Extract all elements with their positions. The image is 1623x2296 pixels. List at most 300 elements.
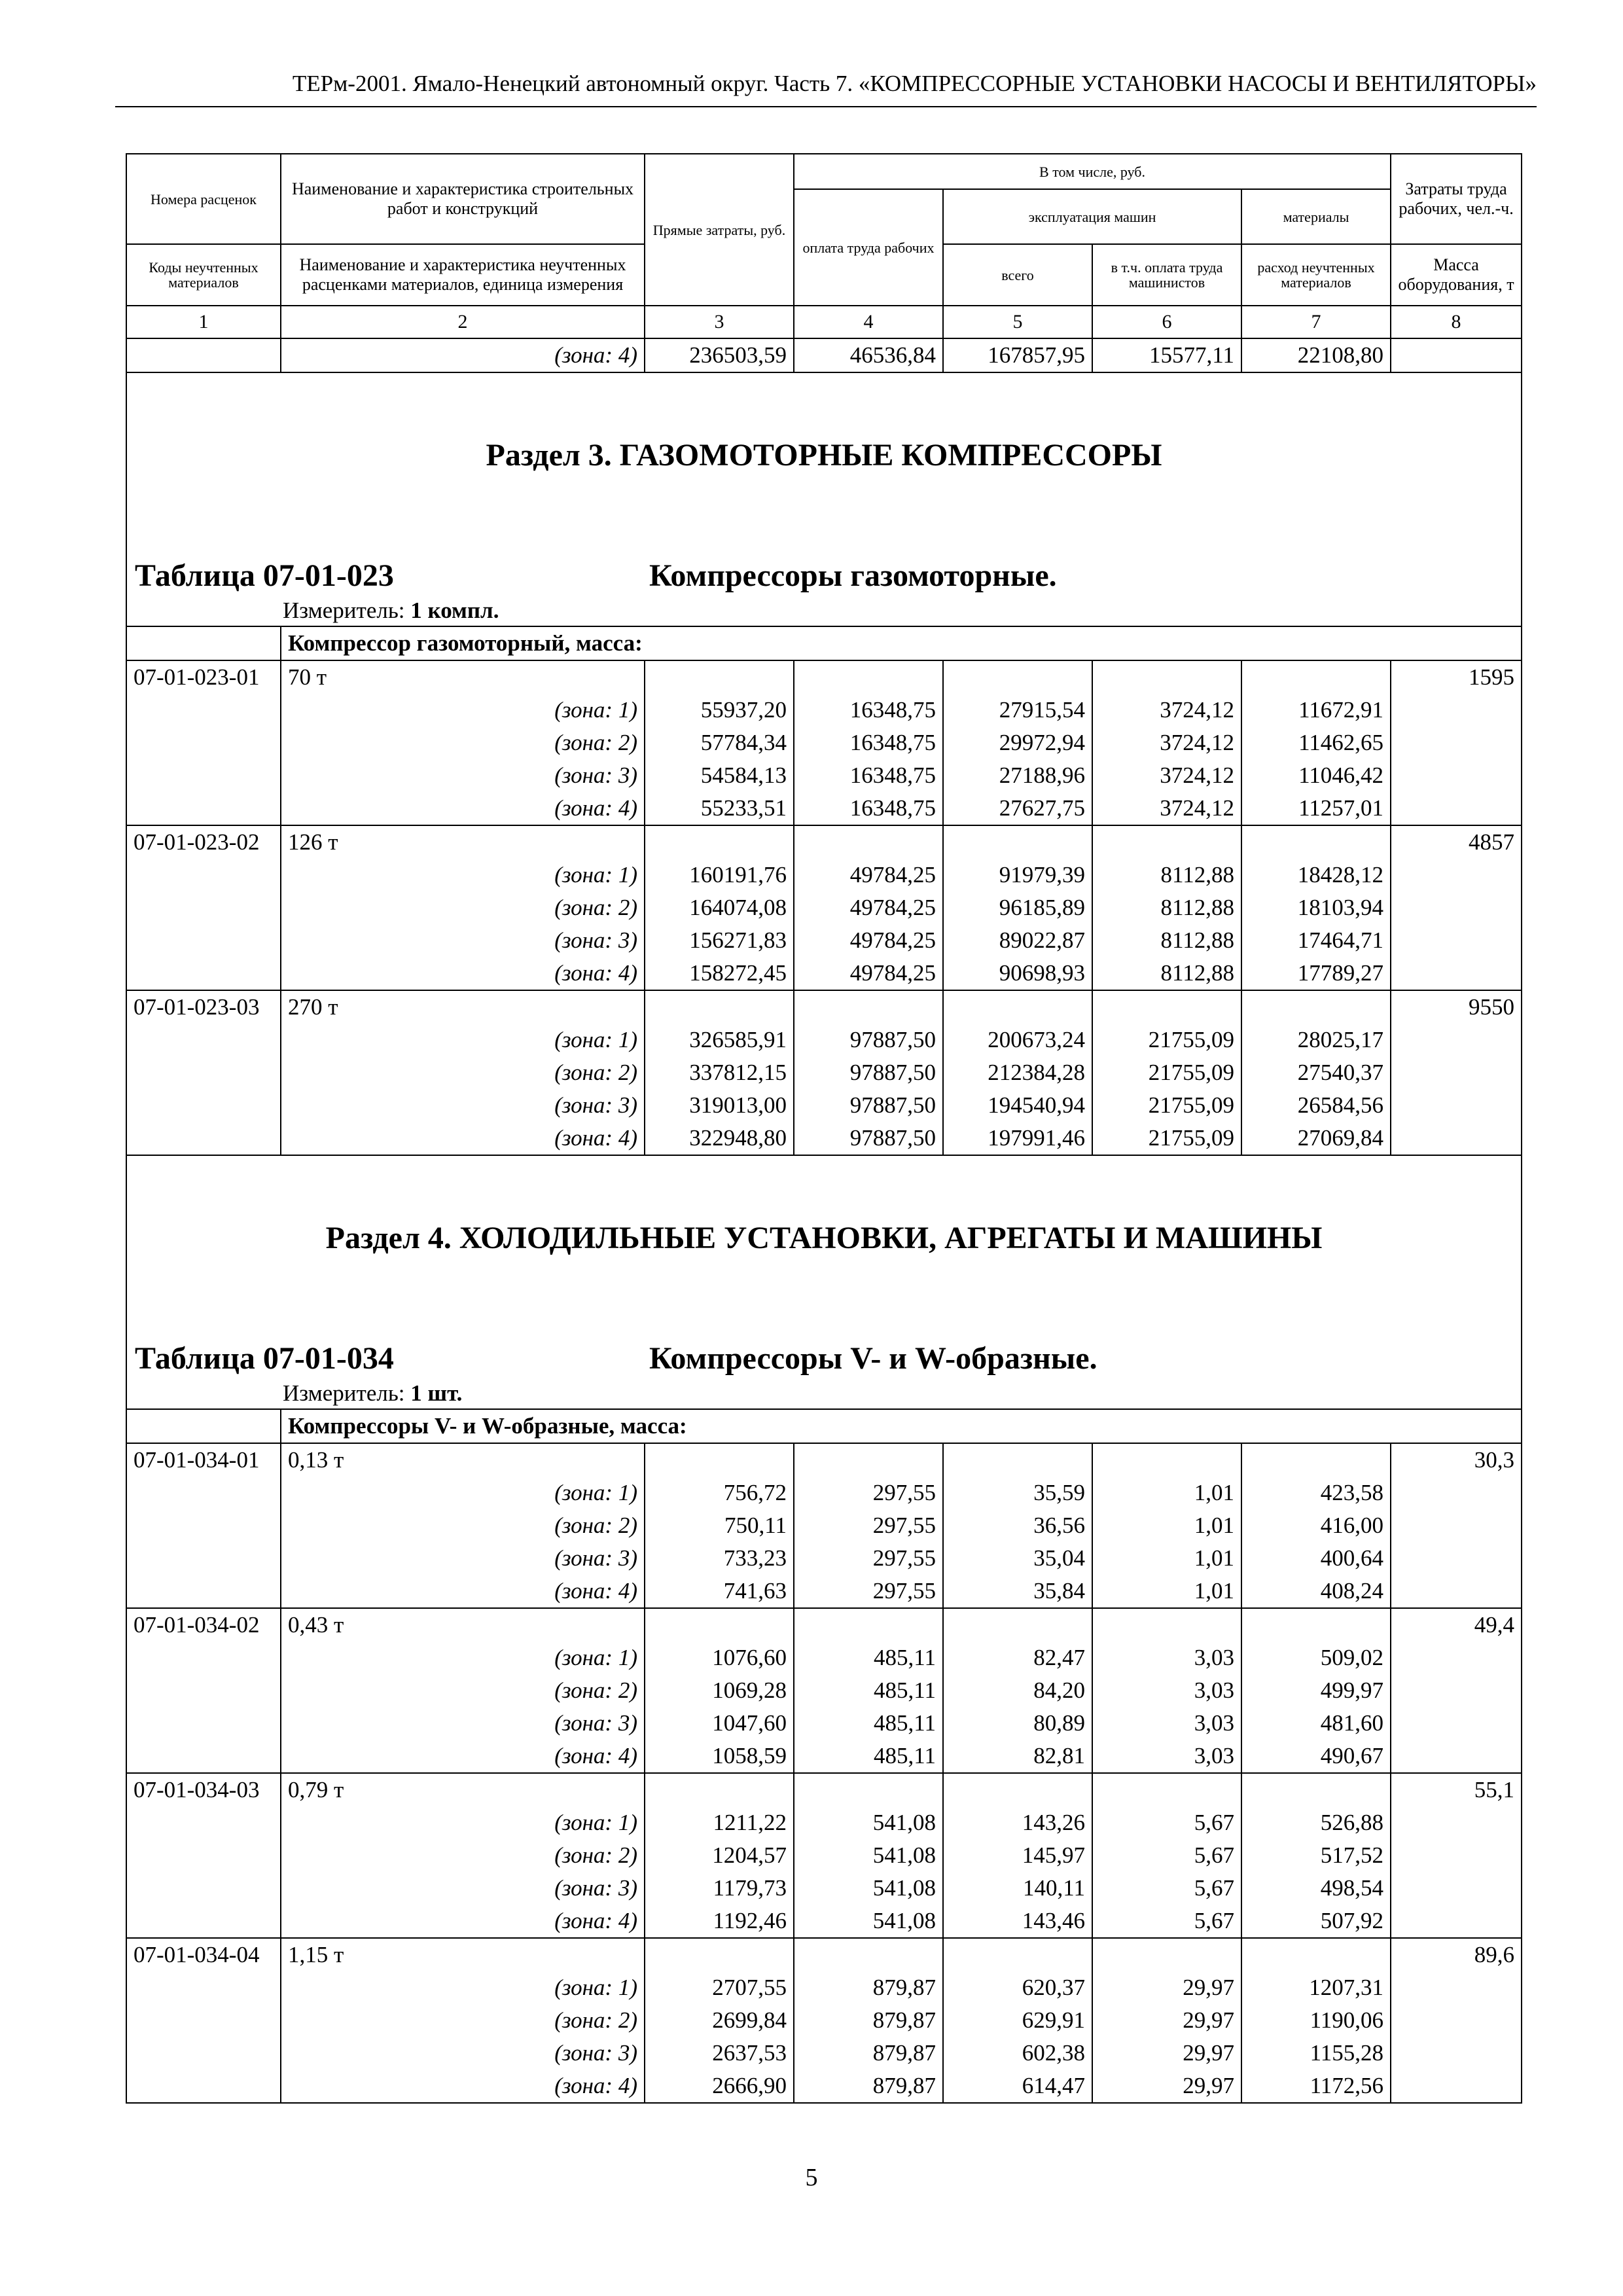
value-cell: 55937,20 — [645, 694, 794, 726]
value-cell: 36,56 — [943, 1509, 1092, 1542]
value-cell: 8112,88 — [1092, 859, 1241, 891]
zone-label: (зона: 1) — [281, 1971, 645, 2004]
value-cell: 49784,25 — [794, 957, 943, 990]
code-cell — [126, 957, 281, 990]
mass-cell — [1391, 1122, 1522, 1155]
empty-cell — [943, 1938, 1092, 1971]
empty-cell — [794, 660, 943, 694]
code-cell — [126, 2070, 281, 2103]
zone-label: (зона: 3) — [281, 1089, 645, 1122]
zone-label: (зона: 3) — [281, 759, 645, 792]
rate-code: 07-01-023-01 — [126, 660, 281, 694]
page-number: 5 — [805, 2164, 818, 2191]
value-cell: 541,08 — [794, 1905, 943, 1938]
value-cell: 18103,94 — [1241, 891, 1391, 924]
table-title — [127, 556, 1521, 596]
value-cell: 11462,65 — [1241, 726, 1391, 759]
mass-cell — [1391, 792, 1522, 825]
value-cell: 1,01 — [1092, 1575, 1241, 1608]
mass-cell — [1391, 1024, 1522, 1056]
col-equipment-mass: Масса оборудования, т — [1391, 244, 1522, 306]
mass-cell — [1391, 759, 1522, 792]
zone-label: (зона: 4) — [281, 1575, 645, 1608]
rate-code: 07-01-034-02 — [126, 1608, 281, 1641]
zone-label: (зона: 2) — [281, 726, 645, 759]
code-cell — [126, 1740, 281, 1773]
zone-label: (зона: 1) — [281, 1806, 645, 1839]
value-cell: 156271,83 — [645, 924, 794, 957]
value-cell: 400,64 — [1241, 1542, 1391, 1575]
value-cell: 1058,59 — [645, 1740, 794, 1773]
value-cell: 1211,22 — [645, 1806, 794, 1839]
value-cell: 485,11 — [794, 1641, 943, 1674]
header-row-1 — [126, 154, 1522, 189]
mass-cell — [1391, 1089, 1522, 1122]
value-cell: 140,11 — [943, 1872, 1092, 1905]
col-number: 6 — [1092, 306, 1241, 338]
value-cell: 319013,00 — [645, 1089, 794, 1122]
rate-code: 07-01-023-03 — [126, 990, 281, 1024]
zone-label: (зона: 4) — [281, 2070, 645, 2103]
carryover-row — [126, 338, 1522, 372]
value-cell: 2637,53 — [645, 2037, 794, 2070]
empty-cell — [943, 1608, 1092, 1641]
zone-row — [126, 2037, 1522, 2070]
equipment-mass: 89,6 — [1391, 1938, 1522, 1971]
value-cell: 3,03 — [1092, 1674, 1241, 1707]
mass-cell — [1391, 1872, 1522, 1905]
value-cell: 29,97 — [1092, 2037, 1241, 2070]
value-cell: 879,87 — [794, 2037, 943, 2070]
zone-label: (зона: 3) — [281, 1542, 645, 1575]
table-name: Компрессоры газомоторные. — [649, 558, 1057, 593]
zone-row — [126, 1872, 1522, 1905]
mass-cell — [1391, 1477, 1522, 1509]
value-cell: 517,52 — [1241, 1839, 1391, 1872]
zone-label: (зона: 2) — [281, 891, 645, 924]
zone-row — [126, 891, 1522, 924]
value-cell: 49784,25 — [794, 924, 943, 957]
rate-row — [126, 1608, 1522, 1641]
col-materials: материалы — [1241, 189, 1391, 244]
empty-cell — [794, 1938, 943, 1971]
table-number: Таблица 07-01-034 — [135, 1341, 394, 1376]
value-cell: 194540,94 — [943, 1089, 1092, 1122]
value-cell: 143,26 — [943, 1806, 1092, 1839]
code-cell — [126, 2004, 281, 2037]
value-cell: 18428,12 — [1241, 859, 1391, 891]
code-cell — [126, 792, 281, 825]
zone-row — [126, 1707, 1522, 1740]
equipment-mass: 55,1 — [1391, 1773, 1522, 1806]
rate-row — [126, 1938, 1522, 1971]
value-cell: 35,59 — [943, 1477, 1092, 1509]
mass-cell — [1391, 1839, 1522, 1872]
value-cell: 15577,11 — [1092, 338, 1241, 372]
col-machine-total: всего — [943, 244, 1092, 306]
empty-cell — [1092, 990, 1241, 1024]
value-cell: 490,67 — [1241, 1740, 1391, 1773]
zone-label: (зона: 3) — [281, 1872, 645, 1905]
value-cell: 620,37 — [943, 1971, 1092, 2004]
value-cell: 8112,88 — [1092, 957, 1241, 990]
value-cell: 322948,80 — [645, 1122, 794, 1155]
zone-row — [126, 694, 1522, 726]
code-cell — [126, 1905, 281, 1938]
mass-cell — [1391, 1056, 1522, 1089]
zone-row — [126, 1905, 1522, 1938]
zone-label: (зона: 2) — [281, 1056, 645, 1089]
equipment-mass: 49,4 — [1391, 1608, 1522, 1641]
empty-cell — [943, 825, 1092, 859]
value-cell: 160191,76 — [645, 859, 794, 891]
zone-row — [126, 1674, 1522, 1707]
code-cell — [126, 1024, 281, 1056]
value-cell: 1192,46 — [645, 1905, 794, 1938]
value-cell: 46536,84 — [794, 338, 943, 372]
mass-cell — [1391, 891, 1522, 924]
empty-cell — [1092, 1608, 1241, 1641]
mass-cell — [1391, 2037, 1522, 2070]
empty-cell — [1241, 1608, 1391, 1641]
value-cell: 1155,28 — [1241, 2037, 1391, 2070]
value-cell: 57784,34 — [645, 726, 794, 759]
value-cell: 8112,88 — [1092, 891, 1241, 924]
mass-cell — [1391, 1806, 1522, 1839]
rate-name: 126 т — [281, 825, 645, 859]
mass-cell — [1391, 1542, 1522, 1575]
value-cell: 408,24 — [1241, 1575, 1391, 1608]
empty-cell — [794, 1443, 943, 1477]
empty-cell — [794, 990, 943, 1024]
zone-row — [126, 859, 1522, 891]
empty-cell — [1092, 1773, 1241, 1806]
value-cell: 5,67 — [1092, 1905, 1241, 1938]
section-cell — [126, 372, 1522, 626]
value-cell: 1207,31 — [1241, 1971, 1391, 2004]
rate-code: 07-01-034-03 — [126, 1773, 281, 1806]
zone-label: (зона: 2) — [281, 1674, 645, 1707]
value-cell: 21755,09 — [1092, 1056, 1241, 1089]
value-cell: 143,46 — [943, 1905, 1092, 1938]
value-cell: 89022,87 — [943, 924, 1092, 957]
rate-name: 1,15 т — [281, 1938, 645, 1971]
mass-cell — [1391, 1575, 1522, 1608]
value-cell: 91979,39 — [943, 859, 1092, 891]
col-materials-unaccounted: расход неучтенных материалов — [1241, 244, 1391, 306]
zone-row — [126, 1024, 1522, 1056]
header-rule — [115, 106, 1537, 107]
code-cell — [126, 924, 281, 957]
mass-cell — [1391, 2004, 1522, 2037]
empty-cell — [1092, 1443, 1241, 1477]
value-cell: 97887,50 — [794, 1089, 943, 1122]
rates-table — [126, 153, 1522, 2104]
empty-cell — [794, 1773, 943, 1806]
value-cell: 297,55 — [794, 1477, 943, 1509]
empty-cell — [1092, 1938, 1241, 1971]
mass-cell — [1391, 694, 1522, 726]
value-cell: 29972,94 — [943, 726, 1092, 759]
code-cell — [126, 694, 281, 726]
rate-code: 07-01-034-04 — [126, 1938, 281, 1971]
rate-row — [126, 825, 1522, 859]
zone-row — [126, 1477, 1522, 1509]
value-cell: 164074,08 — [645, 891, 794, 924]
value-cell: 3724,12 — [1092, 759, 1241, 792]
empty-cell — [645, 1773, 794, 1806]
empty-cell — [1241, 1443, 1391, 1477]
value-cell: 97887,50 — [794, 1056, 943, 1089]
value-cell: 16348,75 — [794, 726, 943, 759]
zone-label: (зона: 4) — [281, 1122, 645, 1155]
column-numbers-row — [126, 306, 1522, 338]
value-cell: 1069,28 — [645, 1674, 794, 1707]
code-cell — [126, 1089, 281, 1122]
code-cell — [126, 891, 281, 924]
empty-cell — [645, 1938, 794, 1971]
value-cell: 481,60 — [1241, 1707, 1391, 1740]
table-number: Таблица 07-01-023 — [135, 558, 394, 593]
value-cell: 1179,73 — [645, 1872, 794, 1905]
mass-cell — [1391, 1707, 1522, 1740]
mass-cell — [1391, 1641, 1522, 1674]
col-labor-pay: оплата труда рабочих — [794, 189, 943, 306]
col-number: 1 — [126, 306, 281, 338]
code-cell — [126, 1971, 281, 2004]
value-cell: 90698,93 — [943, 957, 1092, 990]
value-cell: 27627,75 — [943, 792, 1092, 825]
code-cell — [126, 759, 281, 792]
rate-row — [126, 990, 1522, 1024]
zone-row — [126, 1089, 1522, 1122]
value-cell: 1172,56 — [1241, 2070, 1391, 2103]
value-cell: 614,47 — [943, 2070, 1092, 2103]
empty-cell — [645, 1443, 794, 1477]
rate-row — [126, 660, 1522, 694]
zone-row — [126, 1740, 1522, 1773]
mass-cell — [1391, 1971, 1522, 2004]
zone-row — [126, 2070, 1522, 2103]
code-cell — [126, 1509, 281, 1542]
rate-code: 07-01-023-02 — [126, 825, 281, 859]
empty-cell — [943, 660, 1092, 694]
value-cell: 200673,24 — [943, 1024, 1092, 1056]
value-cell: 212384,28 — [943, 1056, 1092, 1089]
group-row — [126, 1409, 1522, 1443]
value-cell: 21755,09 — [1092, 1122, 1241, 1155]
group-row — [126, 626, 1522, 660]
code-cell — [126, 2037, 281, 2070]
value-cell: 11672,91 — [1241, 694, 1391, 726]
value-cell: 27540,37 — [1241, 1056, 1391, 1089]
section-block — [126, 372, 1522, 626]
zone-label: (зона: 4) — [281, 338, 645, 372]
measure-line — [127, 596, 1521, 626]
zone-label: (зона: 2) — [281, 1509, 645, 1542]
mass-cell — [1391, 2070, 1522, 2103]
zone-label: (зона: 1) — [281, 694, 645, 726]
rate-name: 70 т — [281, 660, 645, 694]
zone-label: (зона: 3) — [281, 1707, 645, 1740]
col-number: 7 — [1241, 306, 1391, 338]
table-body — [126, 154, 1522, 2103]
mass-cell — [1391, 1509, 1522, 1542]
measure-value: 1 компл. — [410, 598, 499, 623]
group-label: Компрессоры V- и W-образные, масса: — [281, 1409, 1522, 1443]
mass-cell — [1391, 859, 1522, 891]
empty-cell — [645, 990, 794, 1024]
value-cell: 423,58 — [1241, 1477, 1391, 1509]
table-name: Компрессоры V- и W-образные. — [649, 1341, 1097, 1376]
col-direct-costs: Прямые затраты, руб. — [645, 154, 794, 306]
code-cell — [126, 1575, 281, 1608]
zone-row — [126, 759, 1522, 792]
value-cell: 1047,60 — [645, 1707, 794, 1740]
value-cell: 337812,15 — [645, 1056, 794, 1089]
empty-cell — [645, 660, 794, 694]
value-cell: 96185,89 — [943, 891, 1092, 924]
col-number: 3 — [645, 306, 794, 338]
value-cell: 3,03 — [1092, 1740, 1241, 1773]
col-number: 4 — [794, 306, 943, 338]
measure-label: Измеритель: — [283, 1380, 405, 1406]
col-including: В том числе, руб. — [794, 154, 1391, 189]
value-cell: 485,11 — [794, 1707, 943, 1740]
value-cell: 27188,96 — [943, 759, 1092, 792]
mass-cell — [1391, 957, 1522, 990]
measure-value: 1 шт. — [410, 1380, 463, 1406]
value-cell: 541,08 — [794, 1806, 943, 1839]
value-cell: 485,11 — [794, 1740, 943, 1773]
col-name-unaccounted: Наименование и характеристика неучтенных расценками материалов, единица измерения — [281, 244, 645, 306]
value-cell: 21755,09 — [1092, 1024, 1241, 1056]
value-cell: 879,87 — [794, 2004, 943, 2037]
value-cell: 1076,60 — [645, 1641, 794, 1674]
col-number: 2 — [281, 306, 645, 338]
zone-row — [126, 1509, 1522, 1542]
empty-cell — [943, 1443, 1092, 1477]
mass-cell — [1391, 924, 1522, 957]
value-cell: 28025,17 — [1241, 1024, 1391, 1056]
value-cell: 167857,95 — [943, 338, 1092, 372]
empty-cell — [1241, 1938, 1391, 1971]
value-cell: 741,63 — [645, 1575, 794, 1608]
value-cell: 21755,09 — [1092, 1089, 1241, 1122]
measure-line — [127, 1378, 1521, 1408]
value-cell: 35,84 — [943, 1575, 1092, 1608]
value-cell: 55233,51 — [645, 792, 794, 825]
equipment-mass: 9550 — [1391, 990, 1522, 1024]
value-cell: 11257,01 — [1241, 792, 1391, 825]
rate-name: 270 т — [281, 990, 645, 1024]
code-cell — [126, 726, 281, 759]
zone-label: (зона: 1) — [281, 859, 645, 891]
zone-label: (зона: 1) — [281, 1477, 645, 1509]
value-cell: 49784,25 — [794, 859, 943, 891]
col-codes-unaccounted: Коды неучтенных материалов — [126, 244, 281, 306]
value-cell: 80,89 — [943, 1707, 1092, 1740]
zone-label: (зона: 2) — [281, 2004, 645, 2037]
value-cell: 17464,71 — [1241, 924, 1391, 957]
zone-row — [126, 1806, 1522, 1839]
group-code-cell — [126, 626, 281, 660]
zone-row — [126, 1971, 1522, 2004]
page-header: ТЕРм-2001. Ямало-Ненецкий автономный округ. Часть 7. «КОМПРЕССОРНЫЕ УСТАНОВКИ НАСОСЫ И ВЕНТИЛЯТОРЫ» — [292, 71, 1537, 96]
zone-label: (зона: 1) — [281, 1641, 645, 1674]
group-code-cell — [126, 1409, 281, 1443]
mass-cell — [1391, 1674, 1522, 1707]
value-cell: 498,54 — [1241, 1872, 1391, 1905]
value-cell: 879,87 — [794, 1971, 943, 2004]
value-cell: 733,23 — [645, 1542, 794, 1575]
zone-label: (зона: 4) — [281, 957, 645, 990]
value-cell: 507,92 — [1241, 1905, 1391, 1938]
table-title — [127, 1339, 1521, 1378]
value-cell: 541,08 — [794, 1839, 943, 1872]
empty-cell — [645, 825, 794, 859]
zone-row — [126, 2004, 1522, 2037]
measure-label: Измеритель: — [283, 598, 405, 623]
empty-cell — [1092, 825, 1241, 859]
value-cell: 3724,12 — [1092, 792, 1241, 825]
value-cell: 82,81 — [943, 1740, 1092, 1773]
value-cell: 2707,55 — [645, 1971, 794, 2004]
value-cell: 326585,91 — [645, 1024, 794, 1056]
mass-cell — [1391, 338, 1522, 372]
value-cell: 541,08 — [794, 1872, 943, 1905]
value-cell: 197991,46 — [943, 1122, 1092, 1155]
value-cell: 158272,45 — [645, 957, 794, 990]
value-cell: 2699,84 — [645, 2004, 794, 2037]
value-cell: 1204,57 — [645, 1839, 794, 1872]
code-cell — [126, 338, 281, 372]
value-cell: 602,38 — [943, 2037, 1092, 2070]
value-cell: 750,11 — [645, 1509, 794, 1542]
zone-label: (зона: 3) — [281, 924, 645, 957]
zone-row — [126, 1575, 1522, 1608]
equipment-mass: 4857 — [1391, 825, 1522, 859]
value-cell: 5,67 — [1092, 1839, 1241, 1872]
code-cell — [126, 1542, 281, 1575]
zone-row — [126, 924, 1522, 957]
zone-label: (зона: 4) — [281, 1905, 645, 1938]
value-cell: 5,67 — [1092, 1872, 1241, 1905]
code-cell — [126, 859, 281, 891]
value-cell: 29,97 — [1092, 2004, 1241, 2037]
value-cell: 1190,06 — [1241, 2004, 1391, 2037]
section-cell — [126, 1155, 1522, 1409]
rate-row — [126, 1443, 1522, 1477]
value-cell: 145,97 — [943, 1839, 1092, 1872]
value-cell: 22108,80 — [1241, 338, 1391, 372]
group-label: Компрессор газомоторный, масса: — [281, 626, 1522, 660]
value-cell: 16348,75 — [794, 694, 943, 726]
value-cell: 3724,12 — [1092, 726, 1241, 759]
code-cell — [126, 1839, 281, 1872]
value-cell: 84,20 — [943, 1674, 1092, 1707]
value-cell: 756,72 — [645, 1477, 794, 1509]
rate-name: 0,79 т — [281, 1773, 645, 1806]
value-cell: 97887,50 — [794, 1122, 943, 1155]
value-cell: 17789,27 — [1241, 957, 1391, 990]
zone-row — [126, 1122, 1522, 1155]
value-cell: 3,03 — [1092, 1641, 1241, 1674]
value-cell: 11046,42 — [1241, 759, 1391, 792]
zone-row — [126, 957, 1522, 990]
value-cell: 416,00 — [1241, 1509, 1391, 1542]
value-cell: 485,11 — [794, 1674, 943, 1707]
